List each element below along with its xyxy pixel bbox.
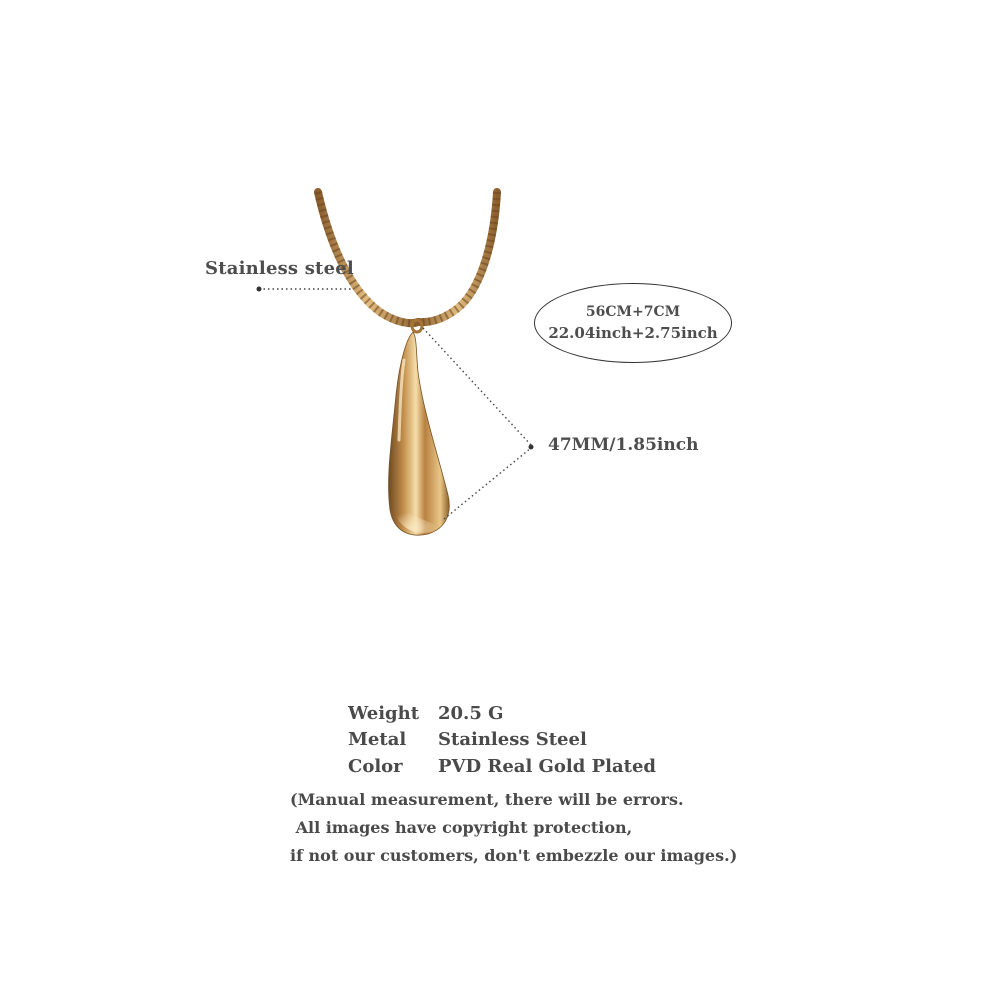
- spec-key: Weight: [348, 702, 420, 724]
- disclaimer-line: (Manual measurement, there will be errors.: [290, 790, 684, 809]
- spec-value: 20.5 G: [438, 702, 504, 724]
- spec-row-color: [348, 753, 656, 780]
- disclaimer-line: All images have copyright protection,: [290, 818, 633, 837]
- chain-length-cm: 56CM+7CM: [585, 304, 681, 320]
- chain-length-inch: 22.04inch+2.75inch: [548, 324, 718, 342]
- teardrop-pendant: [389, 320, 450, 535]
- spec-row-weight: [348, 700, 656, 727]
- spec-row-metal: [348, 727, 656, 754]
- spec-value: PVD Real Gold Plated: [438, 755, 657, 777]
- disclaimer-notes: [290, 786, 737, 870]
- spec-value: Stainless Steel: [438, 729, 587, 751]
- chain-length-badge: [534, 283, 732, 363]
- disclaimer-line: if not our customers, don't embezzle our images.): [290, 846, 738, 865]
- size-marker-dot: [529, 445, 534, 450]
- spec-key: Metal: [348, 729, 407, 751]
- spec-key: Color: [348, 755, 403, 777]
- pendant-size-label: 47MM/1.85inch: [548, 435, 699, 455]
- material-label: Stainless steel: [205, 258, 354, 279]
- spec-table: [348, 700, 656, 780]
- material-marker-dot: [257, 287, 262, 292]
